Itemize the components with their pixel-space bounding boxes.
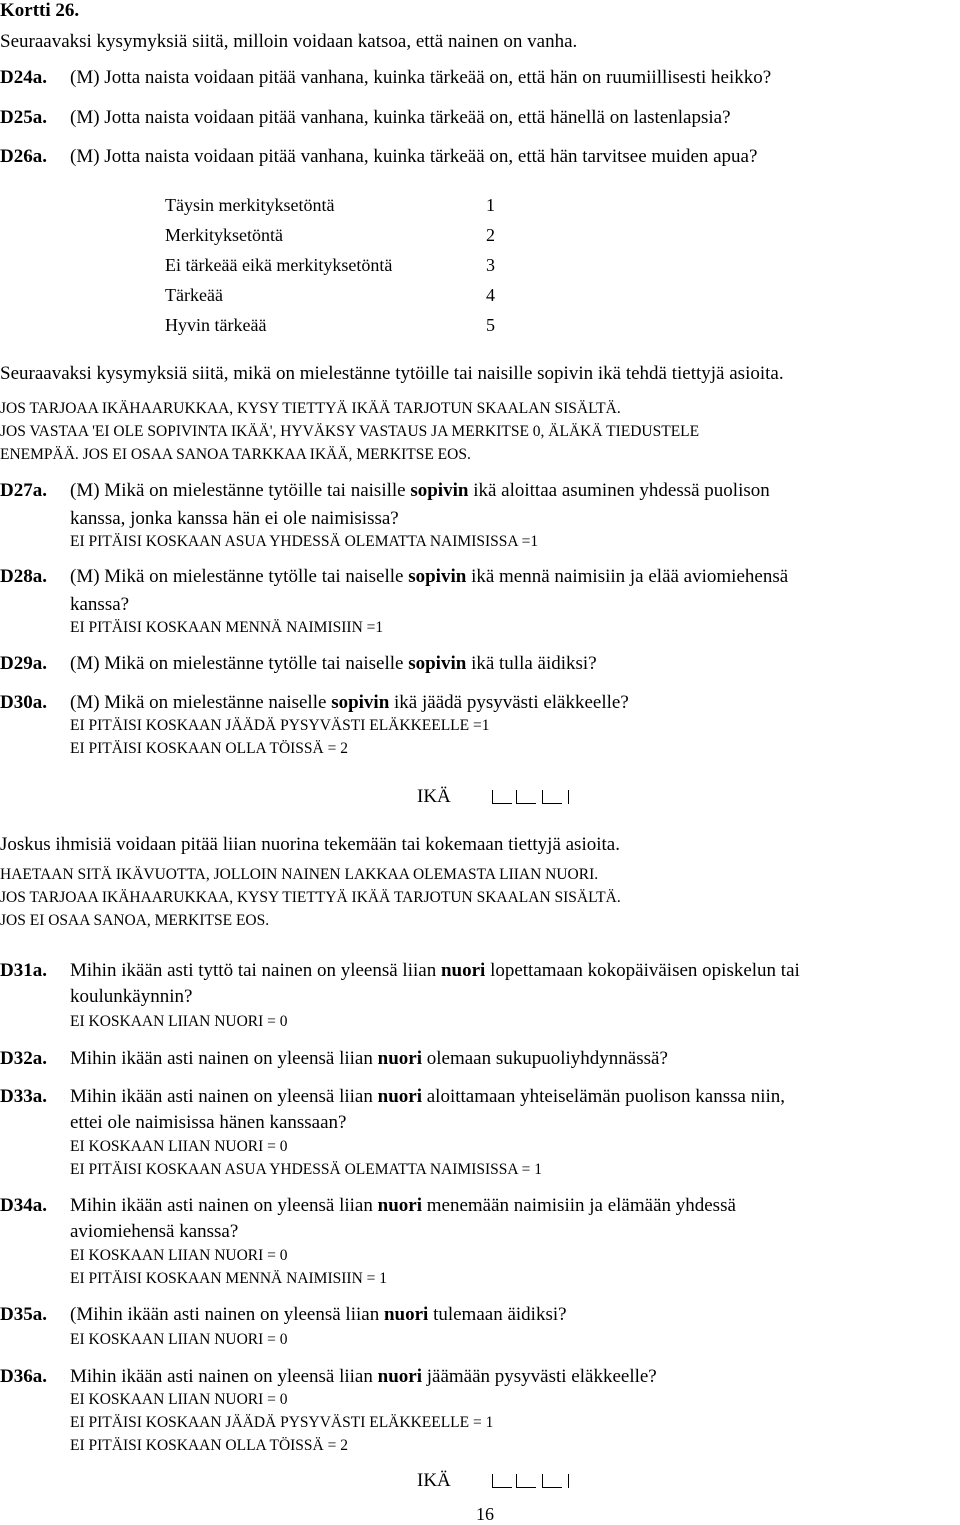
- question-code: D32a.: [0, 1048, 47, 1069]
- instruction-line: EI PITÄISI KOSKAAN MENNÄ NAIMISIIN =1: [70, 619, 384, 636]
- section-intro: Seuraavaksi kysymyksiä siitä, mikä on mielestänne tytöille tai naisille sopivin ikä tehdä tiettyjä asioita.: [0, 363, 784, 384]
- question-code: D33a.: [0, 1086, 47, 1107]
- instruction-line: EI PITÄISI KOSKAAN ASUA YHDESSÄ OLEMATTA NAIMISISSA = 1: [70, 1161, 542, 1178]
- scale-value: 5: [486, 315, 495, 335]
- age-label: IKÄ: [417, 786, 451, 807]
- question-text-continued: aviomiehensä kanssa?: [70, 1221, 239, 1242]
- instruction-line: JOS VASTAA 'EI OLE SOPIVINTA IKÄÄ', HYVÄKSY VASTAUS JA MERKITSE 0, ÄLÄKÄ TIEDUSTELE: [0, 423, 700, 440]
- instruction-line: EI PITÄISI KOSKAAN ASUA YHDESSÄ OLEMATTA NAIMISISSA =1: [70, 533, 539, 550]
- page-number: 16: [476, 1504, 494, 1524]
- age-label: IKÄ: [417, 1470, 451, 1491]
- question-text: Mihin ikään asti nainen on yleensä liian nuori jäämään pysyvästi eläkkeelle?: [70, 1366, 657, 1387]
- question-code: D25a.: [0, 107, 47, 128]
- question-code: D34a.: [0, 1195, 47, 1216]
- age-input-field[interactable]: [417, 1470, 572, 1492]
- question-text: (M) Mikä on mielestänne tytölle tai naiselle sopivin ikä tulla äidiksi?: [70, 653, 597, 674]
- question-code: D28a.: [0, 566, 47, 587]
- question-text: (M) Jotta naista voidaan pitää vanhana, kuinka tärkeää on, että hän tarvitsee muiden apua?: [70, 146, 758, 167]
- question-text: (M) Mikä on mielestänne naiselle sopivin ikä jäädä pysyvästi eläkkeelle?: [70, 692, 629, 713]
- question-text: Mihin ikään asti nainen on yleensä liian nuori menemään naimisiin ja elämään yhdessä: [70, 1195, 736, 1216]
- section-intro: Joskus ihmisiä voidaan pitää liian nuorina tekemään tai kokemaan tiettyjä asioita.: [0, 834, 620, 855]
- scale-value: 3: [486, 255, 495, 275]
- scale-label: Hyvin tärkeää: [165, 315, 267, 335]
- instruction-line: EI KOSKAAN LIIAN NUORI = 0: [70, 1138, 288, 1155]
- question-text: Mihin ikään asti nainen on yleensä liian nuori olemaan sukupuoliyhdynnässä?: [70, 1048, 668, 1069]
- question-text-continued: ettei ole naimisissa hänen kanssaan?: [70, 1112, 347, 1133]
- question-text: (Mihin ikään asti nainen on yleensä liian nuori tulemaan äidiksi?: [70, 1304, 567, 1325]
- intro-text: Seuraavaksi kysymyksiä siitä, milloin voidaan katsoa, että nainen on vanha.: [0, 31, 578, 52]
- scale-value: 1: [486, 195, 495, 215]
- question-text: (M) Jotta naista voidaan pitää vanhana, kuinka tärkeää on, että hänellä on lastenlapsia?: [70, 107, 731, 128]
- instruction-line: JOS TARJOAA IKÄHAARUKKAA, KYSY TIETTYÄ IKÄÄ TARJOTUN SKAALAN SISÄLTÄ.: [0, 889, 621, 906]
- question-code: D24a.: [0, 67, 47, 88]
- question-code: D31a.: [0, 960, 47, 981]
- scale-value: 4: [486, 285, 495, 305]
- card-title: Kortti 26.: [0, 0, 80, 21]
- scale-label: Merkityksetöntä: [165, 225, 283, 245]
- instruction-line: EI KOSKAAN LIIAN NUORI = 0: [70, 1331, 288, 1348]
- instruction-line: EI PITÄISI KOSKAAN OLLA TÖISSÄ = 2: [70, 740, 348, 757]
- instruction-line: EI KOSKAAN LIIAN NUORI = 0: [70, 1391, 288, 1408]
- question-code: D27a.: [0, 480, 47, 501]
- question-text-continued: koulunkäynnin?: [70, 986, 193, 1007]
- instruction-line: EI PITÄISI KOSKAAN MENNÄ NAIMISIIN = 1: [70, 1270, 388, 1287]
- scale-label: Ei tärkeää eikä merkityksetöntä: [165, 255, 393, 275]
- instruction-line: JOS TARJOAA IKÄHAARUKKAA, KYSY TIETTYÄ IKÄÄ TARJOTUN SKAALAN SISÄLTÄ.: [0, 400, 621, 417]
- question-text: (M) Mikä on mielestänne tytölle tai naiselle sopivin ikä mennä naimisiin ja elää aviomiehensä: [70, 566, 789, 587]
- instruction-line: EI PITÄISI KOSKAAN JÄÄDÄ PYSYVÄSTI ELÄKKEELLE =1: [70, 717, 490, 734]
- instruction-line: EI PITÄISI KOSKAAN OLLA TÖISSÄ = 2: [70, 1437, 348, 1454]
- question-code: D26a.: [0, 146, 47, 167]
- instruction-line: EI KOSKAAN LIIAN NUORI = 0: [70, 1247, 288, 1264]
- question-code: D35a.: [0, 1304, 47, 1325]
- question-text-continued: kanssa?: [70, 594, 130, 615]
- instruction-line: JOS EI OSAA SANOA, MERKITSE EOS.: [0, 912, 270, 929]
- age-input-field[interactable]: [417, 786, 572, 808]
- question-code: D36a.: [0, 1366, 47, 1387]
- question-code: D30a.: [0, 692, 47, 713]
- question-text: Mihin ikään asti nainen on yleensä liian nuori aloittamaan yhteiselämän puolison kanssa niin,: [70, 1086, 786, 1107]
- question-text: Mihin ikään asti tyttö tai nainen on yleensä liian nuori lopettamaan kokopäiväisen opiskelun tai: [70, 960, 800, 981]
- question-text: (M) Jotta naista voidaan pitää vanhana, kuinka tärkeää on, että hän on ruumiillisesti heikko?: [70, 67, 772, 88]
- question-text-continued: kanssa, jonka kanssa hän ei ole naimisissa?: [70, 508, 399, 529]
- instruction-line: EI KOSKAAN LIIAN NUORI = 0: [70, 1013, 288, 1030]
- scale-label: Täysin merkityksetöntä: [165, 195, 335, 215]
- scale-label: Tärkeää: [165, 285, 223, 305]
- scale-value: 2: [486, 225, 495, 245]
- question-code: D29a.: [0, 653, 47, 674]
- question-text: (M) Mikä on mielestänne tytöille tai naisille sopivin ikä aloittaa asuminen yhdessä puolison: [70, 480, 770, 501]
- age-digit-boxes[interactable]: [492, 786, 572, 804]
- instruction-line: HAETAAN SITÄ IKÄVUOTTA, JOLLOIN NAINEN LAKKAA OLEMASTA LIIAN NUORI.: [0, 866, 599, 883]
- instruction-line: EI PITÄISI KOSKAAN JÄÄDÄ PYSYVÄSTI ELÄKKEELLE = 1: [70, 1414, 494, 1431]
- instruction-line: ENEMPÄÄ. JOS EI OSAA SANOA TARKKAA IKÄÄ, MERKITSE EOS.: [0, 446, 471, 463]
- age-digit-boxes[interactable]: [492, 1470, 572, 1488]
